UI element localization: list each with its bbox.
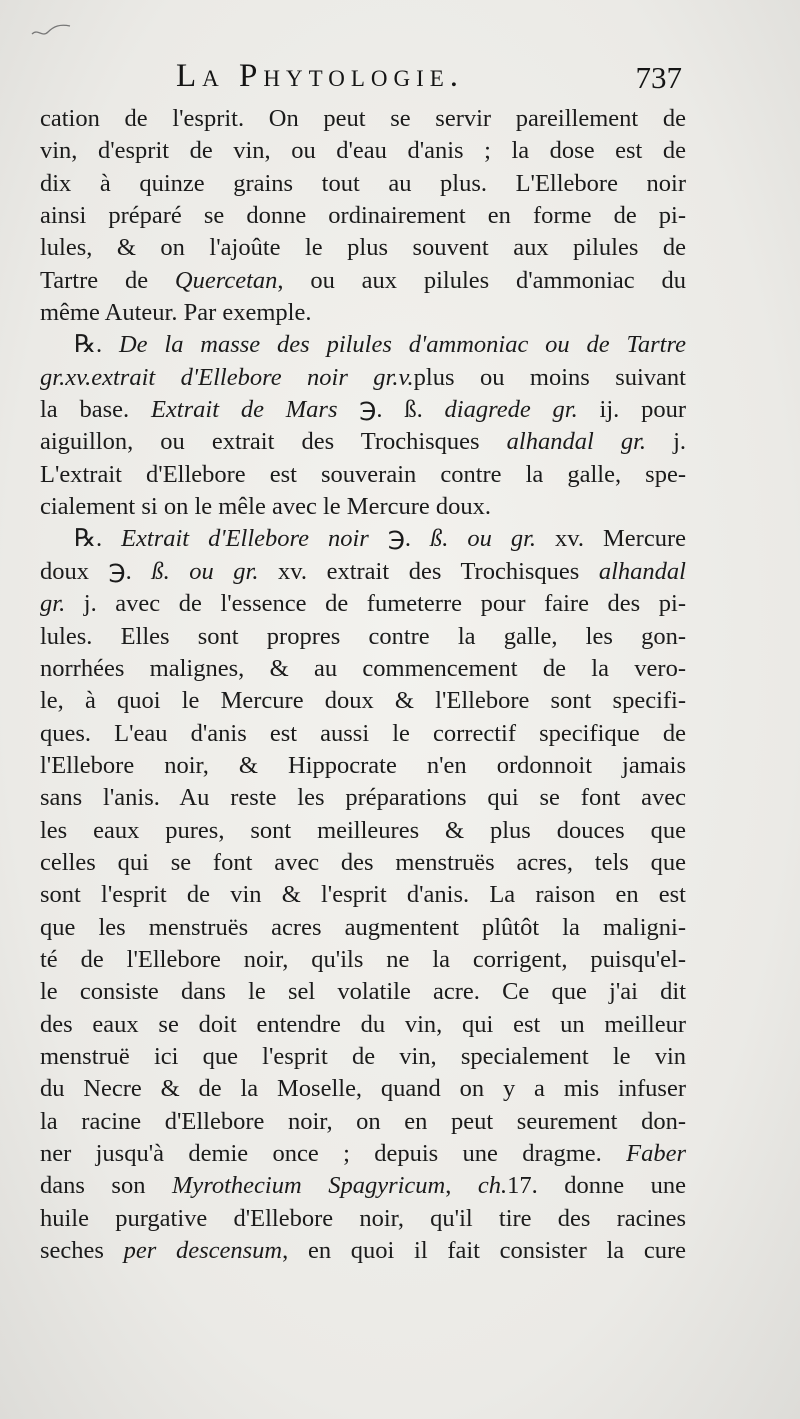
text-run: du Necre & de la Moselle, quand on y a mis infuser — [40, 1075, 686, 1103]
text-run: ij. pour — [577, 396, 687, 424]
italic-text: ch. — [477, 1172, 508, 1200]
text-line — [40, 329, 686, 361]
text-run: lules, & on l'ajoûte le plus souvent aux pilules de — [40, 234, 686, 262]
text-run: , ou aux pilules d'ammoniac du — [277, 266, 686, 294]
italic-text: per descensum — [123, 1237, 283, 1265]
text-line — [40, 1106, 686, 1138]
text-run: que les menstruës acres augmentent plûtôt la maligni- — [40, 913, 686, 941]
italic-text: ß. ou gr. — [151, 557, 259, 585]
text-run: té de l'Ellebore noir, qu'ils ne la corrigent, puisqu'el- — [40, 945, 686, 973]
text-line — [40, 685, 686, 717]
text-run: l'Ellebore noir, & Hippocrate n'en ordonnoit jamais — [40, 751, 686, 779]
text-line — [40, 976, 686, 1008]
text-run: plus ou moins suivant — [413, 363, 686, 391]
text-run: vin, d'esprit de vin, ou d'eau d'anis ; la dose est de — [40, 137, 686, 165]
text-run: menstruë ici que l'esprit de vin, specialement le vin — [40, 1042, 686, 1070]
text-run: le, à quoi le Mercure doux & l'Ellebore sont specifi- — [40, 687, 686, 715]
text-line — [40, 232, 686, 264]
italic-text: diagrede gr. — [444, 396, 578, 424]
text-line — [40, 815, 686, 847]
text-line — [40, 135, 686, 167]
text-line — [40, 1203, 686, 1235]
text-line — [40, 1073, 686, 1105]
text-run: le consiste dans le sel volatile acre. Ce que j'ai dit — [40, 978, 686, 1006]
text-line — [40, 847, 686, 879]
text-run: cialement si on le mêle avec le Mercure doux. — [40, 493, 492, 521]
text-line — [40, 588, 686, 620]
text-line — [40, 200, 686, 232]
italic-text: Myrothecium Spagyricum — [171, 1172, 446, 1200]
text-line — [40, 879, 686, 911]
text-run: huile purgative d'Ellebore noir, qu'il tire des racines — [40, 1204, 686, 1232]
text-run: dans son — [40, 1172, 172, 1200]
text-line — [40, 621, 686, 653]
text-run: la base. — [40, 396, 151, 424]
text-run: ℈. — [368, 525, 431, 553]
text-run: j. avec de l'essence de fumeterre pour faire des pi- — [65, 590, 686, 618]
text-run: j. — [646, 428, 686, 456]
text-line — [40, 491, 686, 523]
text-line — [40, 1138, 686, 1170]
italic-text: Faber — [626, 1140, 686, 1167]
text-run: lules. Elles sont propres contre la galle, les gon- — [40, 622, 686, 650]
text-run: ℈. ß. — [337, 396, 445, 424]
text-line — [40, 1041, 686, 1073]
text-line — [40, 912, 686, 944]
text-run: xv. extrait des Trochisques — [258, 557, 599, 585]
text-run: cation de l'esprit. On peut se servir pareillement de — [40, 105, 686, 132]
body-text — [40, 103, 686, 1267]
text-line — [40, 426, 686, 458]
text-run: aiguillon, ou extrait des Trochisques — [40, 428, 507, 456]
text-line — [40, 394, 686, 426]
italic-text: Extrait de Mars — [150, 396, 338, 424]
italic-text: alhandal — [598, 557, 686, 585]
text-run: ner jusqu'à demie once ; depuis une dragme. — [40, 1140, 627, 1167]
italic-text: gr.xv.extrait d'Ellebore noir gr.v. — [40, 363, 414, 391]
italic-text: De la masse des pilules d'ammoniac ou de Tartre — [118, 331, 686, 359]
text-run: ques. L'eau d'anis est aussi le correctif specifique de — [40, 719, 686, 747]
text-line — [40, 265, 686, 297]
text-run: celles qui se font avec des menstruës acres, tels que — [40, 848, 686, 876]
text-line — [40, 168, 686, 200]
text-line — [40, 718, 686, 750]
text-run: des eaux se doit entendre du vin, qui est un meilleur — [40, 1010, 686, 1038]
italic-text: gr. — [40, 590, 66, 618]
text-run: Tartre de — [40, 266, 175, 294]
text-run: doux ℈. — [40, 557, 152, 585]
text-run: norrhées malignes, & au commencement de la vero- — [40, 654, 686, 682]
text-run: ℞. — [74, 331, 119, 359]
page-number: 737 — [635, 60, 682, 95]
page-header — [36, 58, 690, 102]
text-run: sont l'esprit de vin & l'esprit d'anis. La raison en est — [40, 881, 686, 909]
text-line — [40, 653, 686, 685]
text-run: seches — [40, 1237, 124, 1265]
text-line — [40, 523, 686, 555]
text-run: même Auteur. Par exemple. — [40, 299, 312, 327]
italic-text: Extrait d'Ellebore noir — [121, 525, 369, 553]
pen-mark-icon — [30, 22, 74, 40]
text-line — [40, 362, 686, 394]
text-line — [40, 1235, 686, 1267]
text-line — [40, 782, 686, 814]
text-run: ainsi préparé se donne ordinairement en forme de pi- — [40, 202, 686, 230]
text-run: 17. donne une — [507, 1172, 687, 1200]
text-line — [40, 297, 686, 329]
text-line — [40, 459, 686, 491]
text-run: ℞. — [74, 525, 122, 553]
text-line — [40, 944, 686, 976]
italic-text: alhandal gr. — [506, 428, 647, 456]
italic-text: ß. ou gr. — [430, 525, 537, 553]
text-line — [40, 1009, 686, 1041]
text-run: , — [445, 1172, 478, 1200]
text-run: sans l'anis. Au reste les préparations qui se font avec — [40, 784, 686, 812]
text-run: la racine d'Ellebore noir, on en peut seurement don- — [40, 1107, 686, 1135]
italic-text: Quercetan — [174, 266, 278, 294]
text-line — [40, 103, 686, 135]
text-run: , en quoi il fait consister la cure — [282, 1237, 686, 1265]
text-run: L'extrait d'Ellebore est souverain contre la galle, spe- — [40, 460, 686, 488]
running-title: La Phytologie. — [176, 58, 465, 94]
text-line — [40, 1170, 686, 1202]
text-line — [40, 750, 686, 782]
text-run: dix à quinze grains tout au plus. L'Ellebore noir — [40, 169, 686, 197]
text-run: les eaux pures, sont meilleures & plus douces que — [40, 816, 686, 844]
text-run: xv. Mercure — [536, 525, 686, 553]
text-line — [40, 556, 686, 588]
